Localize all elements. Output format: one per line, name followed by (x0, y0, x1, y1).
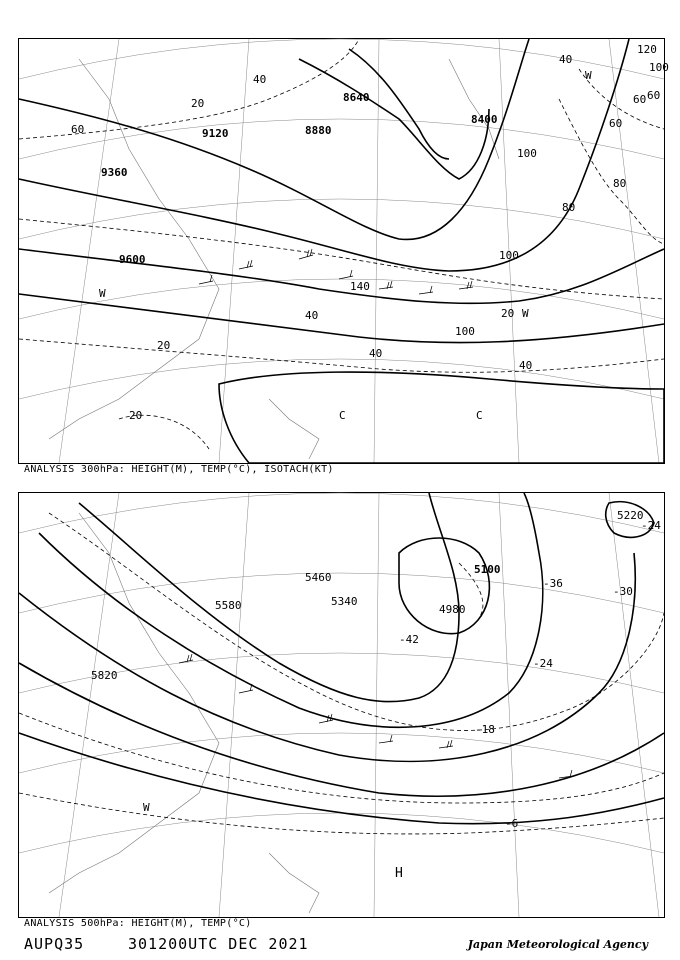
cold-center-marker: C (339, 409, 346, 422)
isotherm-label: -42 (399, 633, 419, 646)
isotherm-label: -30 (613, 585, 633, 598)
height-label: 8640 (343, 91, 370, 104)
height-label: 5460 (305, 571, 332, 584)
height-label: 8400 (471, 113, 498, 126)
wind-barbs (199, 249, 473, 294)
height-contours (19, 39, 664, 463)
height-label: 9600 (119, 253, 146, 266)
cold-center-marker: C (476, 409, 483, 422)
map-panel-300hpa (18, 38, 669, 464)
height-labels (91, 509, 644, 682)
valid-time: 301200UTC DEC 2021 (128, 935, 309, 953)
height-label: 9120 (202, 127, 229, 140)
isotach-label: 60 (71, 123, 85, 136)
caption-500hpa: ANALYSIS 500hPa: HEIGHT(M), TEMP(°C) (24, 918, 252, 929)
height-contours (19, 493, 664, 824)
isotach-label: 20 (129, 409, 143, 422)
isotach-label: 100 (499, 249, 519, 262)
isotach-label: 120 (637, 43, 657, 56)
isotach-label: 140 (350, 280, 370, 293)
isotherm-label: -18 (475, 723, 495, 736)
high-pressure-marker: H (395, 866, 403, 881)
isotach-label: 100 (517, 147, 537, 160)
isotherm-label: -24 (641, 519, 661, 532)
isotherm-label: -6 (505, 817, 519, 830)
warm-center-marker: W (585, 69, 592, 82)
isotach-label: 40 (519, 359, 533, 372)
isotherm-label: -36 (543, 577, 563, 590)
isotach-label: 20 (501, 307, 515, 320)
graticule-lines (19, 493, 664, 917)
isotach-label: 100 (455, 325, 475, 338)
isotach-lines (19, 39, 664, 449)
isotach-label: 60 (647, 89, 661, 102)
height-label: 5340 (331, 595, 358, 608)
isotach-label: 60 (633, 93, 647, 106)
height-label: 4980 (439, 603, 466, 616)
caption-300hpa: ANALYSIS 300hPa: HEIGHT(M), TEMP(°C), ISOTACH(KT) (24, 464, 334, 475)
isotach-label: 20 (191, 97, 205, 110)
temperature-labels (399, 519, 661, 830)
map-300hpa-svg (19, 39, 669, 463)
warm-center-marker: W (99, 287, 106, 300)
isotach-label: 40 (253, 73, 267, 86)
isotherm-label: -24 (533, 657, 553, 670)
isotach-label: 100 (649, 61, 669, 74)
agency-name: Japan Meteorological Agency (467, 938, 648, 951)
warm-center-marker: W (143, 801, 150, 814)
height-label: 8880 (305, 124, 332, 137)
map-panel-500hpa (18, 492, 665, 918)
isotach-label: 20 (157, 339, 171, 352)
isotach-label: 60 (609, 117, 623, 130)
isotach-label: 80 (613, 177, 627, 190)
isotach-label: 40 (369, 347, 383, 360)
height-label: 5580 (215, 599, 242, 612)
height-label: 5820 (91, 669, 118, 682)
isotach-label: 80 (562, 201, 576, 214)
map-500hpa-svg (19, 493, 664, 917)
isotach-label: 40 (305, 309, 319, 322)
height-label: 9360 (101, 166, 128, 179)
height-label: 5100 (474, 563, 501, 576)
coastline (49, 59, 499, 459)
height-label: 5220 (617, 509, 644, 522)
warm-center-marker: W (522, 307, 529, 320)
chart-id: AUPQ35 (24, 935, 85, 953)
isotach-label: 40 (559, 53, 573, 66)
coastline (49, 513, 319, 913)
